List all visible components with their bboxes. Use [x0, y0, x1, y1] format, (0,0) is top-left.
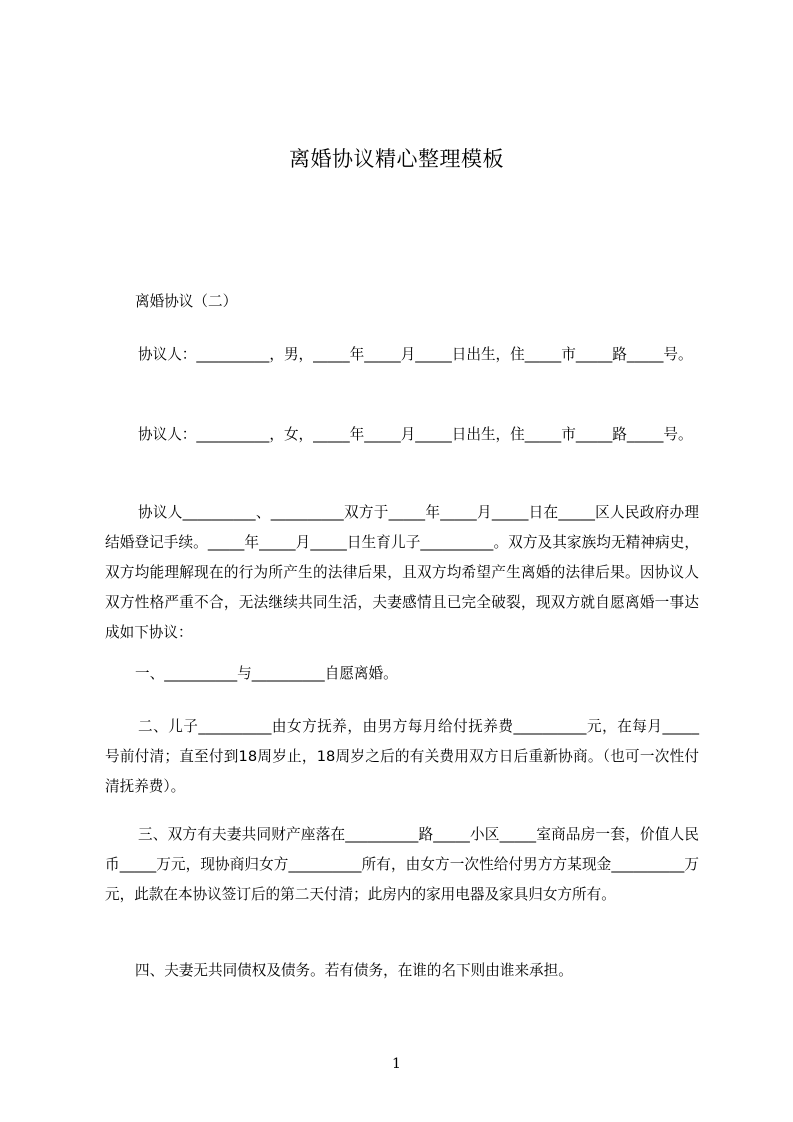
clause-three: 三、双方有夫妻共同财产座落在__________路_____小区_____室商品房一套，价值人民币_____万元，现协商归女方__________所有，由女方一次性给付男方方某现金__________万元，此款在本协议签订后的第二天付清；此房内的家用电器及家具归女方所有。 [105, 826, 699, 903]
background-paragraph: 协议人__________、__________双方于_____年_____月_____日在_____区人民政府办理结婚登记手续。_____年_____月_____日生育儿子__________。双方及其家族均无精神病史，双方均能理解现在的行为所产生的法律后果，且双方均希望产生离婚的法律后果。因协议人双方性格严重不合，无法继续共同生活，夫妻感情且已完全破裂，现双方就自愿离婚一事达成如下协议： [105, 504, 699, 641]
clause-four: 四、夫妻无共同债权及债务。若有债务，在谁的名下则由谁来承担。 [135, 962, 573, 979]
party-female-paragraph: 协议人：__________，女，_____年_____月_____日出生，住_____市_____路_____号。 [138, 426, 693, 443]
document-title: 离婚协议精心整理模板 [289, 147, 504, 171]
party-male-paragraph: 协议人：__________，男，_____年_____月_____日出生，住_____市_____路_____号。 [138, 346, 693, 363]
page-number: 1 [392, 1056, 401, 1072]
clause-one: 一、__________与__________自愿离婚。 [135, 665, 398, 682]
section-heading: 离婚协议（二） [135, 293, 238, 310]
clause-two: 二、儿子__________由女方抚养，由男方每月给付抚养费__________元，在每月_____号前付清；直至付到18周岁止，18周岁之后的有关费用双方日后重新协商。（也可一次性付清抚养费）。 [105, 718, 699, 795]
